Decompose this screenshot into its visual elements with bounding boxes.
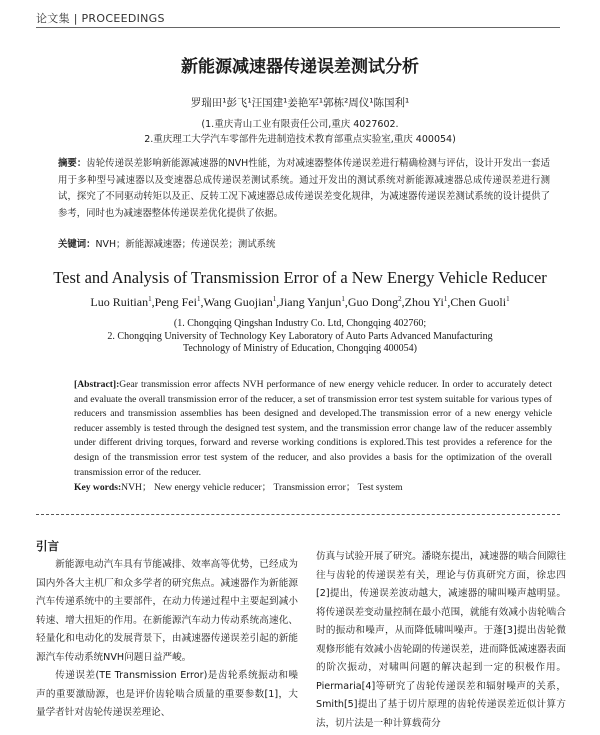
author-affil-mark: 2 (398, 295, 402, 303)
author-name: Peng Fei (154, 295, 197, 309)
body-paragraph: 新能源电动汽车具有节能减排、效率高等优势，已经成为国内外各大主机厂和众多学者的研究焦点。减速器作为新能源汽车传递系统中的主要部件，在动力传递过程中主要起到减小转速、增大扭矩的作用。在新能源汽车动力传动系统高速化、轻量化和电动化的发展背景下，由减速器传递误差引起的新能源汽车传动系统NVH问题日益严峻。 (36, 559, 298, 663)
header-rule (36, 27, 560, 28)
body-paragraph: 仿真与试验开展了研究。潘晓东提出，减速器的啮合间隙往往与齿轮的传递误差有关，理论与仿真研究方面，徐忠四[2]提出，传递误差波动越大，减速器的啸叫噪声越明显。将传递误差变动量控制在最小范围，就能有效减小齿轮啮合时的振动和噪声，从而降低啸叫噪声。于蓬[3]提出齿轮微观修形能有效减小齿轮副的传递误差，进而降低减速器表面的阶次振动，对啸叫问题的解决起到一定的积极作用。Piermaria[4]等研究了齿轮传递误差和辐射噪声的关系，Smith[5]提出了基于切片原理的齿轮传递误差近似计算方法，切片法是一种计算载荷分 (316, 551, 566, 729)
author-name: Zhou Yi (404, 295, 444, 309)
section-heading-introduction: 引言 (36, 539, 59, 553)
author-affil-mark: 1 (148, 295, 152, 303)
author-name: Wang Guojian (203, 295, 273, 309)
abstract-chinese-label: 摘要： (58, 158, 87, 169)
keywords-english (74, 479, 403, 493)
abstract-chinese-text: 齿轮传递误差影响新能源减速器的NVH性能，为对减速器整体传递误差进行精确检测与评估，设计开发出一套适用于多种型号减速器以及变速器总成传递误差测试系统。通过开发出的测试系统对新能源减速器总成传递误差进行测试，探究了不同驱动转矩以及正、反转工况下减速器总成传递误差变化规律，为减速器传递误差测试系统的设计提供了参考，同时也为减速器整体传递误差优化提供了依据。 (58, 158, 550, 219)
author-affil-mark: 1 (506, 295, 510, 303)
affiliation-english-3: Technology of Ministry of Education, Chongqing 400054) (183, 343, 417, 354)
affiliation-english-1: (1. Chongqing Qingshan Industry Co. Ltd, Chongqing 402760; (173, 318, 427, 329)
affiliation-chinese-2: 2.重庆理工大学汽车零部件先进制造技术教育部重点实验室,重庆 400054) (144, 134, 456, 145)
keywords-chinese-label: 关键词： (58, 239, 96, 250)
body-column-left (36, 556, 298, 723)
affiliation-chinese-1: (1.重庆青山工业有限责任公司,重庆 4027602. (201, 119, 399, 130)
section-divider (36, 514, 560, 515)
keywords-english-label: Key words: (74, 482, 122, 493)
keywords-english-text: NVH； New energy vehicle reducer； Transmission error； Test system (121, 482, 403, 493)
abstract-english (74, 378, 552, 480)
author-name: Chen Guoli (450, 295, 507, 309)
keywords-chinese (58, 236, 275, 250)
author-name: Luo Ruitian (90, 295, 149, 309)
affiliations-english (0, 318, 600, 356)
body-column-right (316, 548, 566, 733)
abstract-chinese (58, 156, 550, 222)
author-name: Jiang Yanjun (279, 295, 342, 309)
abstract-english-text: Gear transmission error affects NVH performance of new energy vehicle reducer. In order to accurately detect and evaluate the overall transmission error of the reducer, a set of transmission error test system suitable for various types of reducers and transmission assemblies has been designed and developed.The transmission error of a new energy vehicle reducer assembly is tested through the designed test system, and the transmission error change law of the reducer assembly under different driving torques, forward and reverse working conditions is explored.This test provides a reference for the design of the transmission error test system of the reducer, and also provides a basis for the optimization of the overall transmission error of the reducer. (74, 379, 552, 478)
title-english: Test and Analysis of Transmission Error of a New Energy Vehicle Reducer (53, 268, 547, 287)
authors-english: Luo Ruitian$^1$,Peng Fei$^1$,Wang Guojian$^1$,Jiang Yanjun$^1$,Guo Dong$^2$,Zhou Yi$^1$,Chen Guoli$^1$ (90, 295, 510, 309)
author-name: Guo Dong (347, 295, 399, 309)
body-paragraph: 传递误差(TE Transmission Error)是齿轮系统振动和噪声的重要激励源，也是评价齿轮啮合质量的重要参数[1]，大量学者针对齿轮传递误差理论、 (36, 670, 298, 718)
authors-chinese: 罗瑞田¹彭飞¹汪国建¹姜艳军¹郭栋²周仪¹陈国利¹ (190, 97, 410, 109)
running-header: 论文集 | PROCEEDINGS (36, 12, 165, 25)
author-affil-mark: 1 (196, 295, 201, 303)
author-affil-mark: 1 (443, 295, 448, 303)
affiliation-english-2: 2. Chongqing University of Technology Key Laboratory of Auto Parts Advanced Manufacturing (107, 330, 493, 342)
title-chinese: 新能源减速器传递误差测试分析 (181, 57, 419, 77)
keywords-chinese-text: NVH；新能源减速器；传递误差；测试系统 (95, 239, 276, 250)
abstract-english-label: [Abstract]: (74, 379, 120, 390)
author-affil-mark: 1 (272, 295, 277, 303)
author-affil-mark: 1 (341, 295, 345, 303)
